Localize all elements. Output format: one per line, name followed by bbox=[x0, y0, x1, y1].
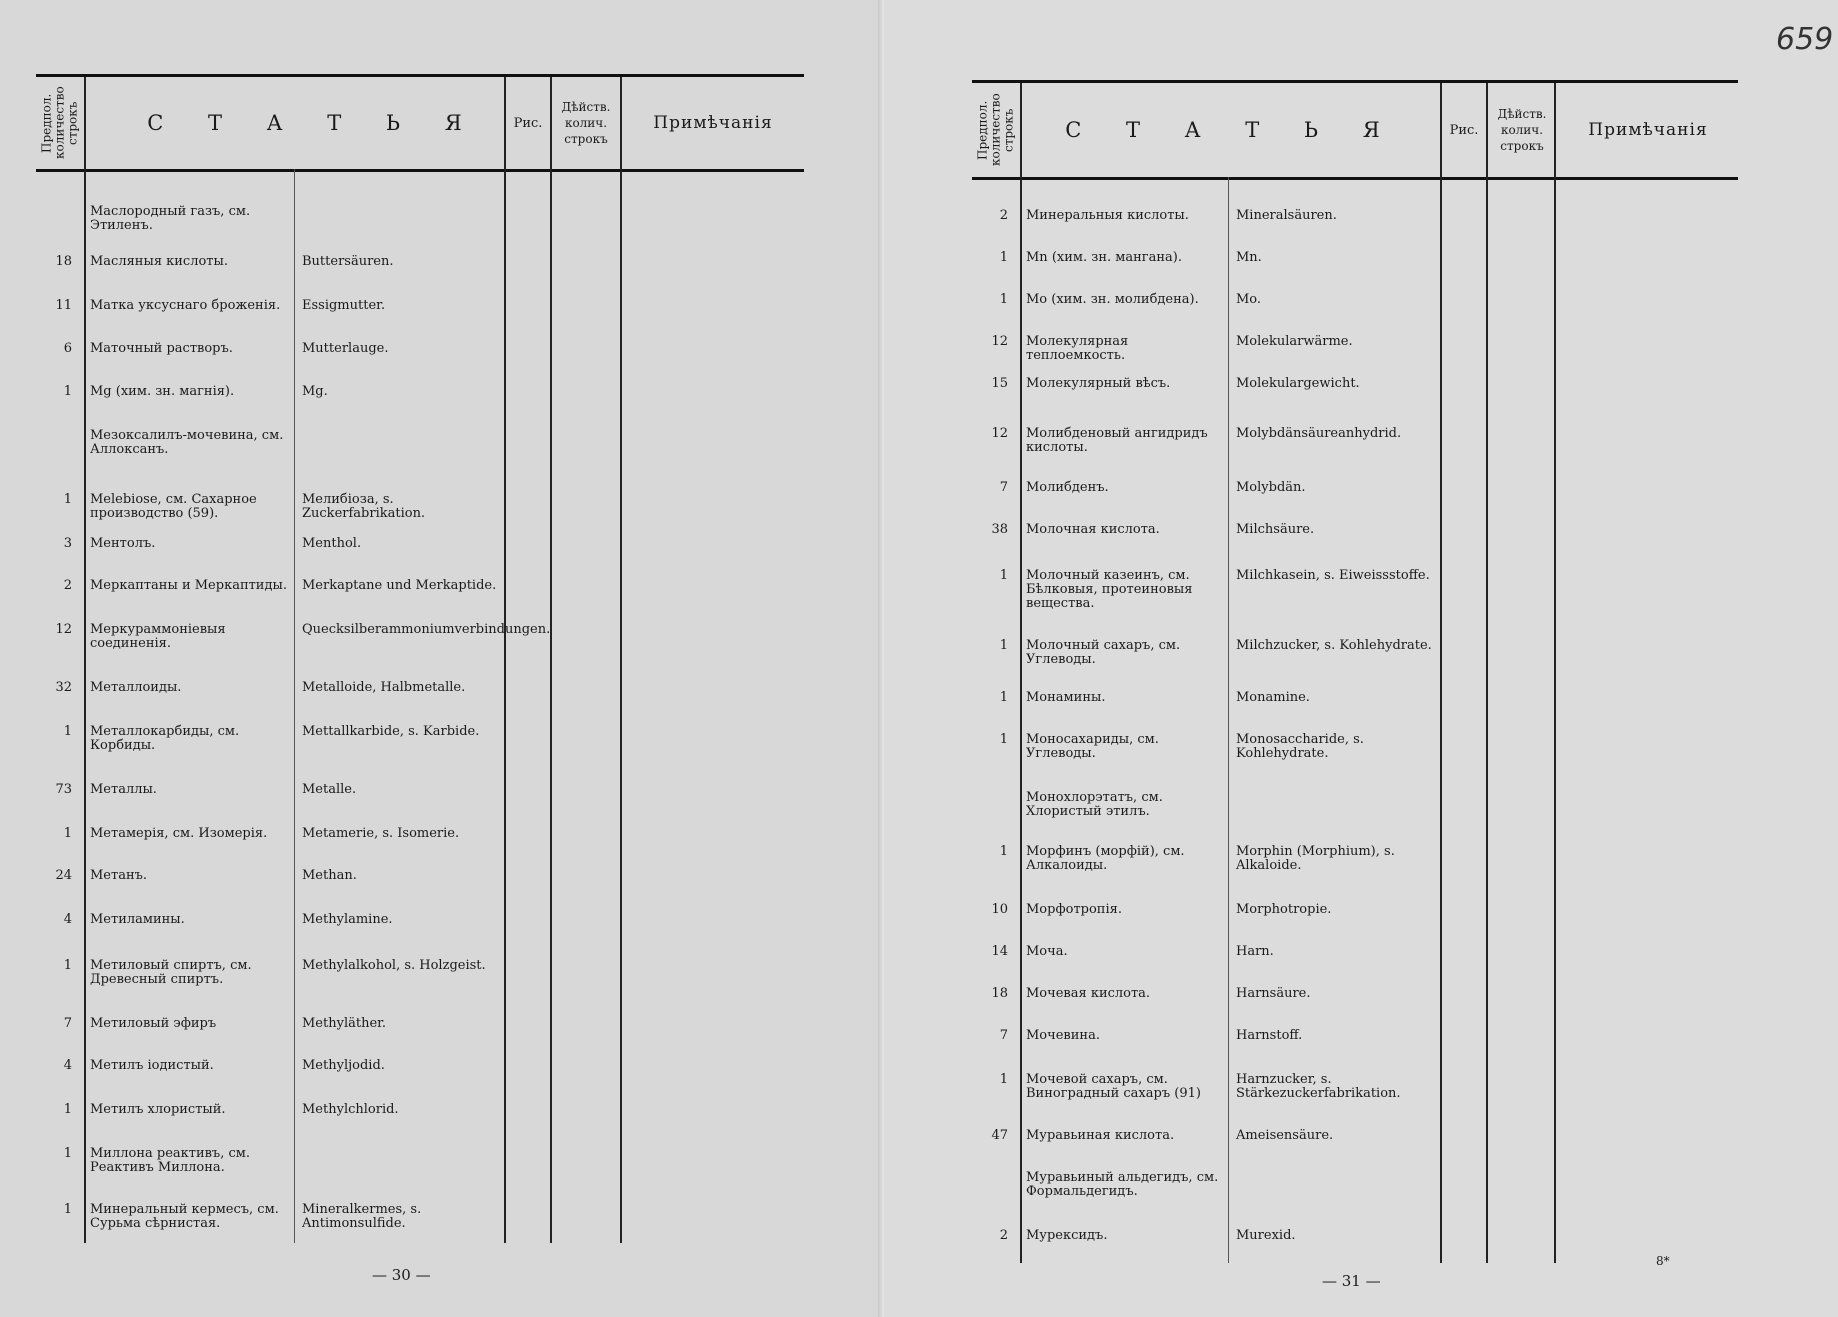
notes-column-header: Примѣчанія bbox=[1588, 120, 1708, 140]
article-title-de: Milchsäure. bbox=[1236, 522, 1315, 537]
article-title-ru: Минеральныя кислоты. bbox=[1026, 208, 1189, 223]
article-title-ru: Melebiose, см. Сахарное производство (59). bbox=[90, 492, 257, 521]
article-title-de: Harnstoff. bbox=[1236, 1028, 1303, 1043]
article-title-de: Metamerie, s. Isomerie. bbox=[302, 826, 460, 841]
article-title-ru: Мурексидъ. bbox=[1026, 1228, 1108, 1243]
article-title-ru: Молибденовый ангидридъ кислоты. bbox=[1026, 426, 1208, 455]
line-count: 10 bbox=[991, 902, 1008, 917]
line-count: 1 bbox=[999, 732, 1008, 747]
article-title-de: Methylalkohol, s. Holzgeist. bbox=[302, 958, 486, 973]
article-title-ru: Метиламины. bbox=[90, 912, 185, 927]
article-title-de: Molekulargewicht. bbox=[1236, 376, 1360, 391]
article-column-header: С Т А Т Ь Я bbox=[147, 111, 481, 135]
article-title-de: Methylamine. bbox=[302, 912, 393, 927]
article-title-ru: Молекулярный вѣсъ. bbox=[1026, 376, 1171, 391]
article-title-de: Essigmutter. bbox=[302, 298, 386, 313]
article-title-ru: Металлоиды. bbox=[90, 680, 182, 695]
line-count: 38 bbox=[991, 522, 1008, 537]
article-title-ru: Метиловый эфиръ bbox=[90, 1016, 217, 1031]
article-title-ru: Метиловый спиртъ, см. Древесный спиртъ. bbox=[90, 958, 252, 987]
count-column-header: Предпол. количество строкъ bbox=[39, 86, 80, 160]
line-count: 1 bbox=[63, 384, 72, 399]
article-title-ru: Mn (хим. зн. мангана). bbox=[1026, 250, 1182, 265]
article-title-ru: Mo (хим. зн. молибдена). bbox=[1026, 292, 1199, 307]
column-divider bbox=[294, 169, 295, 1243]
line-count: 1 bbox=[63, 1102, 72, 1117]
right-ledger-table bbox=[972, 80, 1738, 1263]
article-title-ru: Маточный растворъ. bbox=[90, 341, 233, 356]
article-title-de: Quecksilberammoniumverbindungen. bbox=[302, 622, 551, 637]
line-count: 1 bbox=[63, 724, 72, 739]
article-title-de: Morphin (Morphium), s. Alkaloide. bbox=[1236, 844, 1395, 873]
line-count: 1 bbox=[999, 568, 1008, 583]
article-title-de: Methylchlorid. bbox=[302, 1102, 399, 1117]
line-count: 1 bbox=[999, 1072, 1008, 1087]
notes-column-header: Примѣчанія bbox=[653, 113, 773, 133]
article-title-de: Merkaptane und Merkaptide. bbox=[302, 578, 497, 593]
line-count: 7 bbox=[63, 1016, 72, 1031]
sheet-signature: 8* bbox=[1656, 1254, 1670, 1268]
figure-column-header: Рис. bbox=[513, 115, 543, 131]
line-count: 2 bbox=[63, 578, 72, 593]
article-title-de: Milchzucker, s. Kohlehydrate. bbox=[1236, 638, 1432, 653]
lines-column-header: Дѣйств. колич. строкъ bbox=[1497, 107, 1547, 153]
line-count: 1 bbox=[999, 638, 1008, 653]
article-title-de: Menthol. bbox=[302, 536, 362, 551]
column-divider bbox=[84, 77, 86, 1243]
article-title-de: Ameisensäure. bbox=[1236, 1128, 1334, 1143]
line-count: 4 bbox=[63, 912, 72, 927]
article-title-de: Methan. bbox=[302, 868, 357, 883]
line-count: 1 bbox=[63, 1146, 72, 1161]
line-count: 11 bbox=[55, 298, 72, 313]
article-title-de: Milchkasein, s. Eiweissstoffe. bbox=[1236, 568, 1430, 583]
line-count: 2 bbox=[999, 1228, 1008, 1243]
article-title-de: Molybdänsäureanhydrid. bbox=[1236, 426, 1402, 441]
column-divider bbox=[1020, 83, 1022, 1263]
article-title-de: Harnzucker, s. Stärkezuckerfabrikation. bbox=[1236, 1072, 1401, 1101]
column-divider bbox=[1440, 83, 1442, 1263]
line-count: 7 bbox=[999, 480, 1008, 495]
article-title-ru: Монохлорэтатъ, см. Хлористый этилъ. bbox=[1026, 790, 1163, 819]
article-title-ru: Монамины. bbox=[1026, 690, 1106, 705]
line-count: 1 bbox=[999, 690, 1008, 705]
line-count: 3 bbox=[63, 536, 72, 551]
article-title-de: Methyläther. bbox=[302, 1016, 387, 1031]
line-count: 1 bbox=[999, 292, 1008, 307]
article-title-ru: Ментолъ. bbox=[90, 536, 156, 551]
article-title-ru: Муравьиная кислота. bbox=[1026, 1128, 1175, 1143]
article-title-ru: Матка уксуснаго броженія. bbox=[90, 298, 281, 313]
line-count: 1 bbox=[999, 844, 1008, 859]
line-count: 32 bbox=[55, 680, 72, 695]
article-title-de: Metalloide, Halbmetalle. bbox=[302, 680, 466, 695]
column-divider bbox=[1554, 83, 1556, 1263]
article-title-ru: Метамерія, см. Изомерія. bbox=[90, 826, 268, 841]
line-count: 47 bbox=[991, 1128, 1008, 1143]
article-title-ru: Металлы. bbox=[90, 782, 157, 797]
line-count: 6 bbox=[63, 341, 72, 356]
article-title-ru: Маслородный газъ, см. Этиленъ. bbox=[90, 204, 251, 233]
article-title-ru: Метилъ іодистый. bbox=[90, 1058, 214, 1073]
article-title-ru: Минеральный кермесъ, см. Сурьма сѣрнистая. bbox=[90, 1202, 279, 1231]
column-divider bbox=[550, 77, 552, 1243]
line-count: 4 bbox=[63, 1058, 72, 1073]
count-column-header: Предпол. количество строкъ bbox=[975, 93, 1016, 167]
article-title-ru: Молочная кислота. bbox=[1026, 522, 1160, 537]
left-page bbox=[0, 0, 884, 1317]
article-title-de: Buttersäuren. bbox=[302, 254, 394, 269]
article-title-de: Molekularwärme. bbox=[1236, 334, 1353, 349]
line-count: 18 bbox=[991, 986, 1008, 1001]
article-title-de: Mutterlauge. bbox=[302, 341, 389, 356]
article-column-header: С Т А Т Ь Я bbox=[1065, 118, 1399, 142]
column-divider bbox=[620, 77, 622, 1243]
line-count: 18 bbox=[55, 254, 72, 269]
line-count: 1 bbox=[63, 1202, 72, 1217]
article-title-de: Mettallkarbide, s. Karbide. bbox=[302, 724, 480, 739]
article-title-ru: Моча. bbox=[1026, 944, 1068, 959]
column-divider bbox=[1228, 177, 1229, 1263]
line-count: 1 bbox=[63, 826, 72, 841]
article-title-ru: Муравьиный альдегидъ, см. Формальдегидъ. bbox=[1026, 1170, 1219, 1199]
article-title-ru: Метанъ. bbox=[90, 868, 148, 883]
line-count: 15 bbox=[991, 376, 1008, 391]
article-title-ru: Мочевой сахаръ, см. Виноградный сахаръ (91) bbox=[1026, 1072, 1201, 1101]
article-title-ru: Mg (хим. зн. магнія). bbox=[90, 384, 235, 399]
article-title-ru: Мезоксалилъ-мочевина, см. Аллоксанъ. bbox=[90, 428, 284, 457]
article-title-de: Mineralsäuren. bbox=[1236, 208, 1337, 223]
left-table-header bbox=[36, 77, 804, 172]
line-count: 1 bbox=[999, 250, 1008, 265]
line-count: 2 bbox=[999, 208, 1008, 223]
right-table-header bbox=[972, 83, 1738, 180]
article-title-de: Methyljodid. bbox=[302, 1058, 385, 1073]
article-title-ru: Молекулярная теплоемкость. bbox=[1026, 334, 1129, 363]
line-count: 14 bbox=[991, 944, 1008, 959]
lines-column-header: Дѣйств. колич. строкъ bbox=[561, 100, 611, 146]
figure-column-header: Рис. bbox=[1449, 122, 1479, 138]
article-title-ru: Молочный сахаръ, см. Углеводы. bbox=[1026, 638, 1181, 667]
article-title-ru: Миллона реактивъ, см. Реактивъ Миллона. bbox=[90, 1146, 250, 1175]
line-count: 7 bbox=[999, 1028, 1008, 1043]
article-title-de: Monosaccharide, s. Kohlehydrate. bbox=[1236, 732, 1364, 761]
article-title-ru: Масляныя кислоты. bbox=[90, 254, 228, 269]
line-count: 1 bbox=[63, 958, 72, 973]
article-title-ru: Меркаптаны и Меркаптиды. bbox=[90, 578, 287, 593]
article-title-de: Mo. bbox=[1236, 292, 1262, 307]
line-count: 73 bbox=[55, 782, 72, 797]
page-number: — 31 — bbox=[1322, 1272, 1381, 1290]
column-divider bbox=[1486, 83, 1488, 1263]
article-title-de: Harnsäure. bbox=[1236, 986, 1311, 1001]
article-title-de: Morphotropie. bbox=[1236, 902, 1332, 917]
article-title-de: Мелибіоза, s. Zuckerfabrikation. bbox=[302, 492, 426, 521]
article-title-de: Harn. bbox=[1236, 944, 1274, 959]
line-count: 12 bbox=[55, 622, 72, 637]
article-title-ru: Меркураммоніевыя соединенія. bbox=[90, 622, 226, 651]
article-title-de: Mg. bbox=[302, 384, 328, 399]
left-ledger-table bbox=[36, 74, 804, 1243]
article-title-de: Murexid. bbox=[1236, 1228, 1296, 1243]
article-title-ru: Мочевая кислота. bbox=[1026, 986, 1151, 1001]
article-title-ru: Морфинъ (морфій), см. Алкалоиды. bbox=[1026, 844, 1185, 873]
article-title-ru: Молочный казеинъ, см. Бѣлковыя, протеиновыя вещества. bbox=[1026, 568, 1193, 611]
article-title-ru: Мочевина. bbox=[1026, 1028, 1100, 1043]
article-title-ru: Морфотропія. bbox=[1026, 902, 1122, 917]
article-title-de: Molybdän. bbox=[1236, 480, 1306, 495]
article-title-ru: Метилъ хлористый. bbox=[90, 1102, 226, 1117]
article-title-ru: Металлокарбиды, см. Корбиды. bbox=[90, 724, 240, 753]
article-title-de: Metalle. bbox=[302, 782, 357, 797]
article-title-de: Mn. bbox=[1236, 250, 1262, 265]
article-title-ru: Молибденъ. bbox=[1026, 480, 1109, 495]
article-title-de: Mineralkermes, s. Antimonsulfide. bbox=[302, 1202, 422, 1231]
article-title-ru: Моносахариды, см. Углеводы. bbox=[1026, 732, 1159, 761]
column-divider bbox=[504, 77, 506, 1243]
line-count: 24 bbox=[55, 868, 72, 883]
line-count: 12 bbox=[991, 334, 1008, 349]
line-count: 1 bbox=[63, 492, 72, 507]
article-title-de: Monamine. bbox=[1236, 690, 1310, 705]
handwritten-folio: 659 bbox=[1776, 22, 1834, 57]
page-number: — 30 — bbox=[372, 1266, 431, 1284]
line-count: 12 bbox=[991, 426, 1008, 441]
